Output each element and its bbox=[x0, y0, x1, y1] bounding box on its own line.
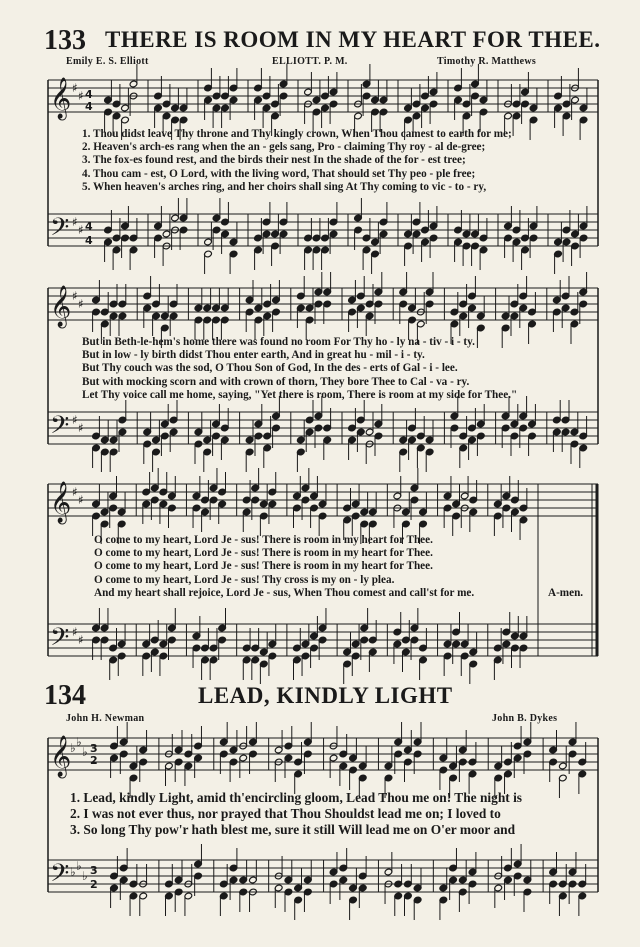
svg-text:♯: ♯ bbox=[72, 215, 78, 229]
hymn-134-number: 134 bbox=[44, 680, 86, 711]
svg-text:♯: ♯ bbox=[72, 289, 78, 303]
bass-clef-icon: 𝄢 bbox=[50, 859, 70, 894]
svg-text:4: 4 bbox=[85, 88, 93, 101]
lyric-line: Let Thy voice call me home, saying, "Yet there is room, There is room at my side for Thee." bbox=[82, 388, 518, 401]
svg-text:4: 4 bbox=[85, 220, 93, 233]
svg-text:♯: ♯ bbox=[72, 413, 78, 427]
lyric-line: O come to my heart, Lord Je - sus! There is room in my heart for Thee. bbox=[94, 534, 433, 546]
svg-text:3: 3 bbox=[90, 742, 98, 755]
system-2-lyrics bbox=[82, 336, 517, 402]
hymn-134-author: John H. Newman bbox=[66, 713, 145, 724]
treble-clef-icon: 𝄞 bbox=[50, 78, 72, 119]
svg-text:♭: ♭ bbox=[76, 735, 82, 749]
system-1-lyrics bbox=[82, 128, 512, 194]
svg-text:♯: ♯ bbox=[78, 89, 84, 103]
lyric-line: But Thy couch was the sod, O Thou Son of God, In the des - erts of Gal - i - lee. bbox=[82, 362, 458, 375]
amen-label: A-men. bbox=[548, 587, 584, 599]
lyric-line: O come to my heart, Lord Je - sus! There is room in my heart for Thee. bbox=[94, 560, 433, 573]
bass-clef-icon: 𝄢 bbox=[50, 623, 70, 658]
hymn-133-composer: Timothy R. Matthews bbox=[437, 56, 537, 67]
treble-clef-icon: 𝄞 bbox=[50, 736, 72, 777]
svg-text:♭: ♭ bbox=[82, 869, 88, 883]
lyric-line: But in Beth-le-hem's home there was found no room For Thy ho - ly na - tiv - i - ty. bbox=[82, 336, 475, 348]
lyric-line: 3. The fox-es found rest, and the birds their nest In the shade of the for - est tree; bbox=[82, 154, 466, 167]
svg-text:♭: ♭ bbox=[70, 865, 76, 879]
svg-text:♯: ♯ bbox=[72, 81, 78, 95]
lyric-line: And my heart shall rejoice, Lord Je - sus, When Thou comest and call'st for me. bbox=[94, 586, 475, 599]
lyric-line: 2. I was not ever thus, nor prayed that Thou Shouldst lead me on; I loved to bbox=[70, 806, 501, 821]
svg-text:2: 2 bbox=[90, 754, 98, 767]
treble-clef-icon: 𝄞 bbox=[50, 482, 72, 523]
system-3-lyrics bbox=[94, 534, 474, 600]
svg-text:♯: ♯ bbox=[78, 633, 84, 647]
svg-text:♯: ♯ bbox=[72, 485, 78, 499]
svg-text:♯: ♯ bbox=[72, 625, 78, 639]
svg-text:♯: ♯ bbox=[78, 421, 84, 435]
lyric-line: 2. Heaven's arch-es rang when the an - gels sang, Pro - claiming Thy roy - al de-gree; bbox=[82, 141, 486, 154]
lyric-line: 3. So long Thy pow'r hath blest me, sure it still Will lead me on O'er moor and bbox=[70, 822, 516, 837]
svg-text:♯: ♯ bbox=[78, 493, 84, 507]
svg-text:2: 2 bbox=[90, 878, 98, 891]
hymn-134-lyrics bbox=[70, 790, 522, 838]
svg-text:♯: ♯ bbox=[78, 223, 84, 237]
svg-text:♭: ♭ bbox=[70, 741, 76, 755]
hymn-133-tune: ELLIOTT. P. M. bbox=[272, 56, 348, 67]
treble-clef-icon: 𝄞 bbox=[50, 286, 72, 327]
lyric-line: But with mocking scorn and with crown of thorn, They bore Thee to Cal - va - ry. bbox=[82, 375, 470, 388]
lyric-line: O come to my heart, Lord Je - sus! Thy cross is my on - ly plea. bbox=[94, 573, 395, 586]
hymn-134-composer: John B. Dykes bbox=[492, 713, 558, 724]
svg-text:4: 4 bbox=[85, 234, 93, 247]
lyric-line: 1. Thou didst leave Thy throne and Thy kingly crown, When Thou camest to earth for me; bbox=[82, 128, 512, 140]
hymn-133-title: THERE IS ROOM IN MY HEART FOR THEE. bbox=[105, 27, 601, 52]
lyric-line: 5. When heaven's arches ring, and her choirs shall sing At Thy coming to vic - to - ry, bbox=[82, 180, 487, 193]
hymn-133-number: 133 bbox=[44, 25, 86, 56]
svg-text:♯: ♯ bbox=[78, 297, 84, 311]
bass-clef-icon: 𝄢 bbox=[50, 411, 70, 446]
lyric-line: But in low - ly birth didst Thou enter earth, And in great hu - mil - i - ty. bbox=[82, 349, 425, 362]
hymn-134-title: LEAD, KINDLY LIGHT bbox=[198, 683, 453, 708]
lyric-line: O come to my heart, Lord Je - sus! There is room in my heart for Thee. bbox=[94, 547, 433, 560]
hymn-133-author: Emily E. S. Elliott bbox=[66, 56, 149, 67]
svg-text:4: 4 bbox=[85, 100, 93, 113]
svg-text:3: 3 bbox=[90, 864, 98, 877]
svg-text:♭: ♭ bbox=[82, 745, 88, 759]
svg-text:♭: ♭ bbox=[76, 859, 82, 873]
bass-clef-icon: 𝄢 bbox=[50, 213, 70, 248]
lyric-line: 4. Thou cam - est, O Lord, with the living word, That should set Thy peo - ple free; bbox=[82, 167, 476, 180]
lyric-line: 1. Lead, kindly Light, amid th'encircling gloom, Lead Thou me on! The night is bbox=[70, 790, 523, 805]
